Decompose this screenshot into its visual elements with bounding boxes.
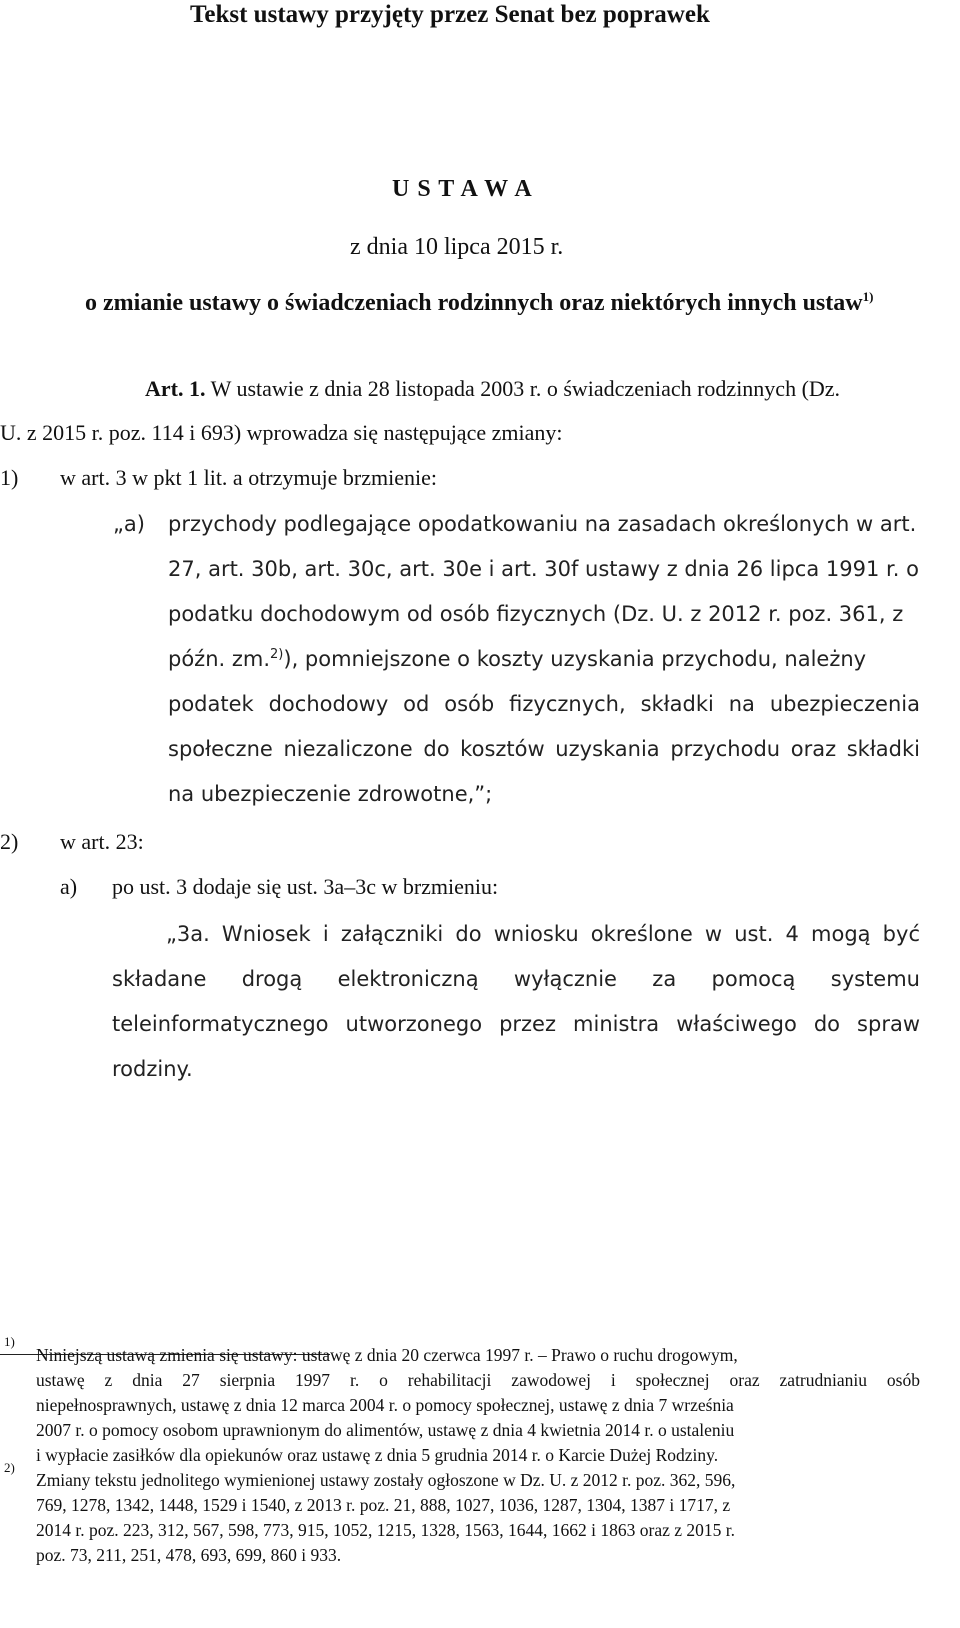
point-1-number: 1)	[0, 465, 19, 490]
document-header-note: Tekst ustawy przyjęty przez Senat bez poprawek	[190, 1, 710, 28]
lit-a-line-4	[168, 647, 866, 671]
art1-line-2: U. z 2015 r. poz. 114 i 693) wprowadza się następujące zmiany:	[0, 420, 563, 445]
footnote-1-line-5: i wypłacie zasiłków dla opiekunów oraz ustawę z dnia 5 grudnia 2014 r. o Karcie Dużej Rodziny.	[36, 1445, 719, 1465]
act-heading: U S T A W A	[392, 176, 533, 202]
ust-3a-line-3: teleinformatycznego utworzonego przez ministra właściwego do spraw	[112, 1012, 920, 1036]
lit-a-line-4-end: ), pomniejszone o koszty uzyskania przychodu, należny	[283, 647, 867, 671]
lit-a-line-2: 27, art. 30b, art. 30c, art. 30e i art. 30f ustawy z dnia 26 lipca 1991 r. o	[168, 557, 919, 581]
ust-3a-line-4: rodziny.	[112, 1057, 193, 1081]
act-subject	[85, 290, 873, 317]
footnote-2-line-4: poz. 73, 211, 251, 478, 693, 699, 860 i 933.	[36, 1545, 342, 1565]
point-2-number: 2)	[0, 829, 19, 854]
footnote-ref-2: 2)	[270, 647, 284, 662]
footnote-1-line-3: niepełnosprawnych, ustawę z dnia 12 marca 2004 r. o pomocy społecznej, ustawę z dnia 7 września	[36, 1395, 734, 1415]
footnote-2-line-2: 769, 1278, 1342, 1448, 1529 i 1540, z 2013 r. poz. 21, 888, 1027, 1036, 1287, 1304, 1387 i 1717, z	[36, 1495, 731, 1515]
footnote-1-line-4: 2007 r. o pomocy osobom uprawnionym do alimentów, ustawę z dnia 4 kwietnia 2014 r. o ustaleniu	[36, 1420, 735, 1440]
footnote-2-line-3: 2014 r. poz. 223, 312, 567, 598, 773, 915, 1052, 1215, 1328, 1563, 1644, 1662 i 1863 oraz z 2015 r.	[36, 1520, 735, 1540]
footnote-1-line-1: Niniejszą ustawą zmienia się ustawy: ustawę z dnia 20 czerwca 1997 r. – Prawo o ruchu drogowym,	[36, 1345, 738, 1365]
point-1-text: w art. 3 w pkt 1 lit. a otrzymuje brzmienie:	[60, 465, 437, 490]
art1-text-1: W ustawie z dnia 28 listopada 2003 r. o świadczeniach rodzinnych (Dz.	[210, 376, 841, 401]
art1-label: Art. 1.	[145, 376, 206, 401]
footnote-1-line-2: ustawę z dnia 27 sierpnia 1997 r. o rehabilitacji zawodowej i społecznej oraz zatrudnianiu osób	[36, 1370, 920, 1390]
art1-line-1	[145, 376, 905, 402]
footnote-2-mark: 2)	[4, 1460, 15, 1475]
footnote-1-mark: 1)	[4, 1334, 15, 1349]
point-2-text: w art. 23:	[60, 829, 144, 854]
point-2a-letter: a)	[60, 874, 78, 899]
lit-a-line-6: społeczne niezaliczone do kosztów uzyskania przychodu oraz składki	[168, 737, 920, 761]
ust-3a-line-1: „3a. Wniosek i załączniki do wniosku określone w ust. 4 mogą być	[166, 922, 920, 946]
lit-a-line-7: na ubezpieczenie zdrowotne,”;	[168, 782, 493, 806]
act-date: z dnia 10 lipca 2015 r.	[350, 234, 564, 260]
lit-a-line-3: podatku dochodowym od osób fizycznych (Dz. U. z 2012 r. poz. 361, z	[168, 602, 904, 626]
lit-a-line-5: podatek dochodowy od osób fizycznych, składki na ubezpieczenia	[168, 692, 920, 716]
lit-a-line-1: przychody podlegające opodatkowaniu na zasadach określonych w art.	[168, 512, 917, 536]
act-subject-text: o zmianie ustawy o świadczeniach rodzinnych oraz niektórych innych ustaw	[85, 290, 863, 316]
footnote-2-line-1: Zmiany tekstu jednolitego wymienionej ustawy zostały ogłoszone w Dz. U. z 2012 r. poz. 362, 596,	[36, 1470, 736, 1490]
footnote-ref-1: 1)	[862, 289, 874, 304]
point-2a-text: po ust. 3 dodaje się ust. 3a–3c w brzmieniu:	[112, 874, 499, 899]
lit-a-marker: „a)	[113, 512, 145, 536]
ust-3a-line-2: składane drogą elektroniczną wyłącznie za pomocą systemu	[112, 967, 920, 991]
lit-a-line-4-start: późn. zm.	[168, 647, 271, 671]
